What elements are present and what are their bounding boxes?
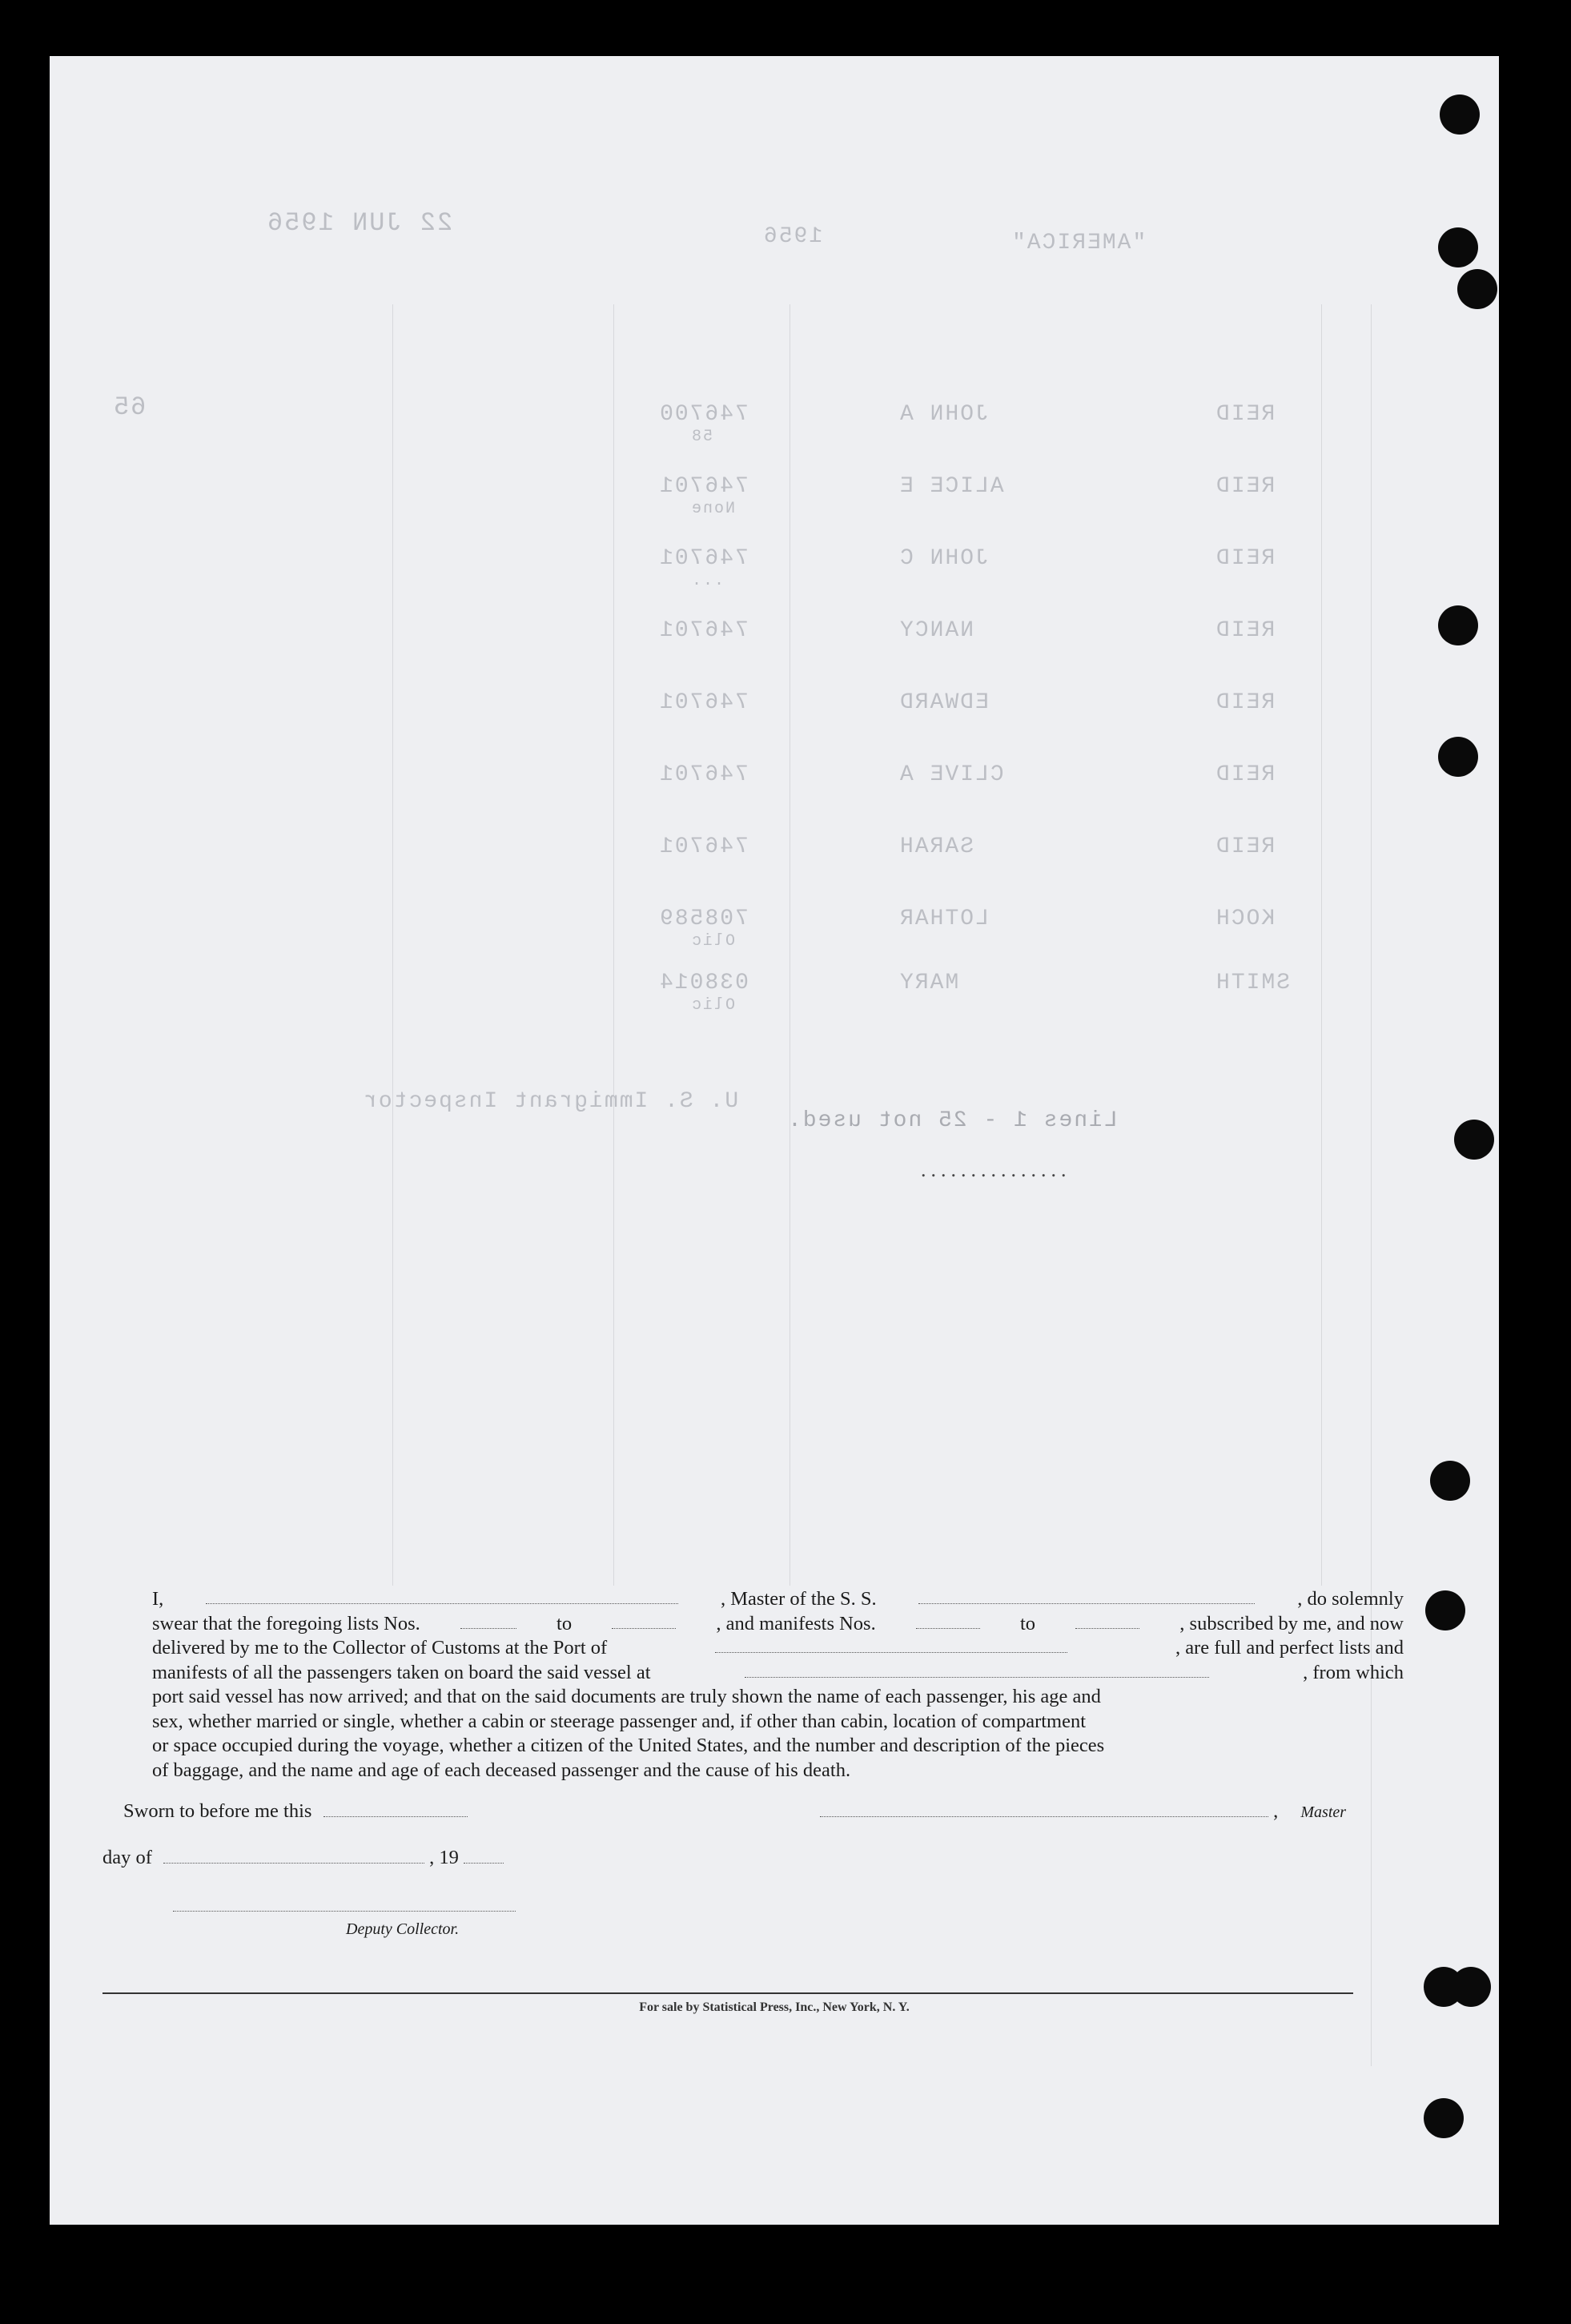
master-oath [152,1587,1404,1783]
oath-line-3: delivered by me to the Collector of Customs at the Port of , are full and perfect lists and [152,1637,1404,1659]
oath-line-6: sex, whether married or single, whether a cabin or steerage passenger and, if other than cabin, location of compartment [152,1710,1087,1732]
column-rule [613,304,614,1586]
ghost-header-number: 1956 [762,224,823,249]
oath-line-4: manifests of all the passengers taken on board the said vessel at , from which [152,1661,1404,1683]
sworn-date-field[interactable] [323,1800,468,1817]
punch-hole [1457,269,1497,309]
footer-rule [102,1992,1353,1994]
oath-line-8: of baggage, and the name and age of each deceased passenger and the cause of his death. [152,1759,851,1781]
ship-name-field[interactable] [918,1587,1255,1604]
list-to-field[interactable] [612,1612,676,1629]
manifest-to-field[interactable] [1075,1612,1139,1629]
punch-hole [1454,1120,1494,1160]
ghost-page-number: 65 [112,392,147,422]
master-signature-field[interactable] [820,1800,1268,1817]
oath-line-1: I, , Master of the S. S. , do solemnly [152,1588,1404,1610]
master-signature-line: , Master [820,1800,1346,1823]
port-of-departure-field[interactable] [745,1661,1209,1678]
master-name-field[interactable] [206,1587,678,1604]
punch-hole [1438,605,1478,645]
year-field[interactable] [464,1847,504,1864]
punch-hole [1424,2098,1464,2138]
port-of-arrival-field[interactable] [715,1636,1067,1653]
punch-hole [1430,1461,1470,1501]
deputy-collector-label: Deputy Collector. [346,1920,460,1938]
day-month-field[interactable] [163,1847,424,1864]
column-rule [392,304,393,1586]
ghost-lines-note: Lines 1 - 25 not used. [786,1108,1118,1133]
column-rule [1371,304,1372,2066]
manifest-from-field[interactable] [916,1612,980,1629]
oath-line-5: port said vessel has now arrived; and that on the said documents are truly shown the name of each passenger, his age and [152,1686,1101,1707]
day-of-line: day of , 19 [102,1847,504,1869]
deputy-signature-field[interactable] [173,1911,516,1912]
printer-credit: For sale by Statistical Press, Inc., New York, N. Y. [639,2000,910,2014]
sworn-line: Sworn to before me this [123,1800,468,1823]
punch-hole [1451,1967,1491,2007]
ghost-date-stamp: 22 JUN 1956 [266,208,453,238]
punch-hole [1438,737,1478,777]
column-rule [1321,304,1322,1586]
ghost-inspector: U. S. Immigrant Inspector [362,1089,739,1114]
leader-dots: ............... [921,1158,1071,1181]
manifest-sheet: 1956 22 JUN 1956 "AMERICA" 65 REID JOHN A 746700 58 REID ALICE E 746701 None REID JOHN C 746701 ... REID NANCY 746701 REID EDWARD 746701 REID CLIVE A 746701 REID SARAH 746701 KOCH LOTHAR 708589 Olic SMITH MARY 038014 Olic U. S. Immigrant Inspector Lines 1 - 25 not used. ............... I, , Master of the S. S. , do solemnly swear that the foregoing lists Nos. to , and manifests Nos. to , subscribed by me, and now delivered by me to the Collector of Customs at the Port of , are full and perfect lists and manifests of all the passengers taken on board the said vessel at , from which port said vessel has now arrived; and that on the said documents are truly shown the name of each passenger, his age and sex, whether married or single, whether a cabin or steerage passenger and, if other than cabin, location of compartment or space occupied during the voyage, whether a citizen of the United States, and the number and description of the pieces of baggage, and the name and age of each deceased passenger and the cause of his death. Sworn to before me this , Master day of , 19 Deputy Collector. For sale by Statistical Press, Inc., New York, N. Y. [50,56,1499,2225]
oath-line-2: swear that the foregoing lists Nos. to , and manifests Nos. to , subscribed by me, and now [152,1612,1404,1634]
punch-hole [1438,227,1478,267]
list-from-field[interactable] [460,1612,516,1629]
ghost-ship-name: "AMERICA" [1011,231,1147,255]
punch-hole [1440,94,1480,135]
punch-hole [1425,1590,1465,1630]
oath-line-7: or space occupied during the voyage, whether a citizen of the United States, and the number and description of the pieces [152,1735,1105,1756]
